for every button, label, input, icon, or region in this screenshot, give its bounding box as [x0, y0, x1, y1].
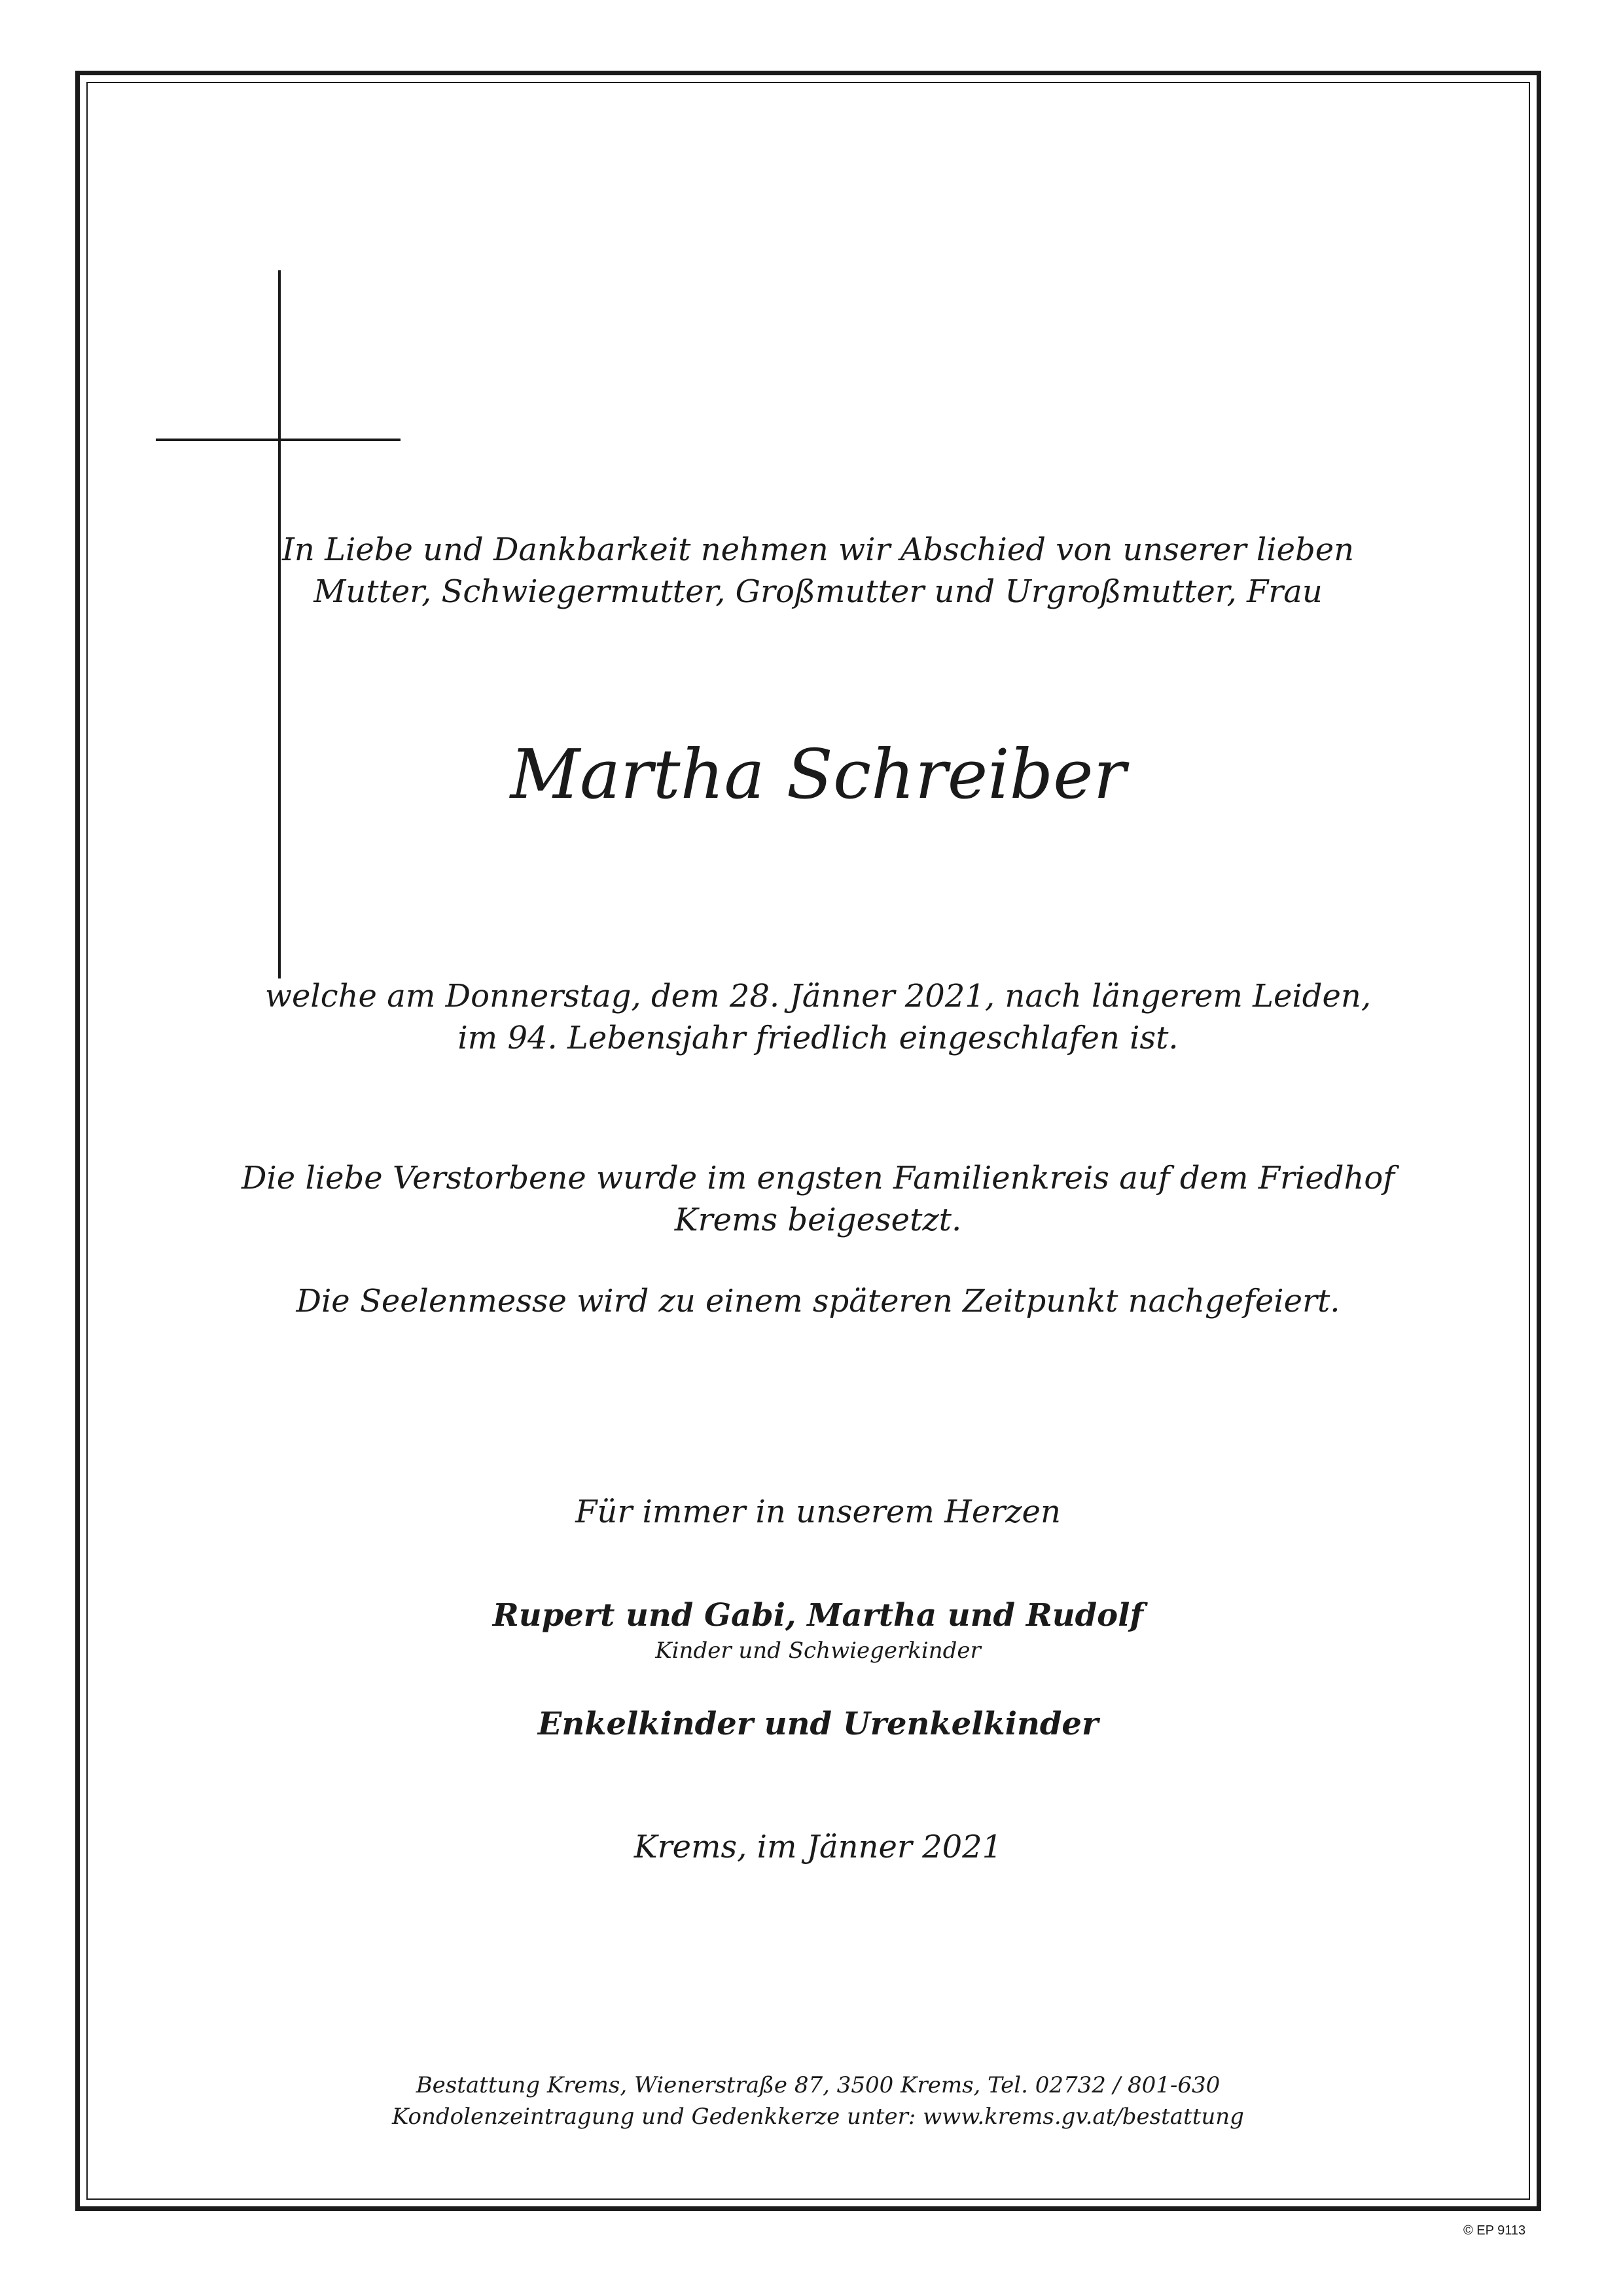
death-details-line: im 94. Lebensjahr friedlich eingeschlafen ist.	[457, 1020, 1179, 1056]
intro-text	[196, 529, 1440, 613]
burial-line: Die liebe Verstorbene wurde im engsten Familienkreis auf dem Friedhof	[241, 1160, 1395, 1196]
place-date	[196, 1826, 1440, 1868]
forever-text	[196, 1491, 1440, 1533]
death-details	[196, 975, 1440, 1059]
cross-icon-crossbar	[156, 439, 401, 441]
inner-frame-border	[86, 82, 1530, 2200]
mourners-names: Rupert und Gabi, Martha und Rudolf	[492, 1597, 1144, 1634]
mourners-grandchildren	[196, 1704, 1440, 1744]
mourners-children-relation	[196, 1636, 1440, 1665]
deceased-name	[196, 732, 1440, 817]
burial-line: Krems beigesetzt.	[674, 1202, 962, 1238]
cross-icon	[278, 270, 281, 978]
mourners-children	[196, 1596, 1440, 1635]
mourners-names: Enkelkinder und Urenkelkinder	[537, 1706, 1099, 1742]
death-details-line: welche am Donnerstag, dem 28. Jänner 2021, nach längerem Leiden,	[264, 978, 1372, 1014]
mourners-relation: Kinder und Schwiegerkinder	[655, 1638, 981, 1664]
intro-line: Mutter, Schwiegermutter, Großmutter und Urgroßmutter, Frau	[313, 573, 1323, 610]
footer-condolence-line: Kondolenzeintragung und Gedenkkerze unter: www.krems.gv.at/bestattung	[392, 2104, 1244, 2130]
intro-line: In Liebe und Dankbarkeit nehmen wir Abschied von unserer lieben	[281, 531, 1355, 568]
place-date-line: Krems, im Jänner 2021	[633, 1829, 1003, 1865]
deceased-name-text: Martha Schreiber	[510, 734, 1126, 814]
footer-address-line: Bestattung Krems, Wienerstraße 87, 3500 Krems, Tel. 02732 / 801-630	[416, 2072, 1221, 2098]
print-code: © EP 9113	[1463, 2223, 1526, 2238]
forever-line: Für immer in unserem Herzen	[575, 1494, 1061, 1530]
funeral-home-footer	[196, 2070, 1440, 2132]
mass-line: Die Seelenmesse wird zu einem späteren Zeitpunkt nachgefeiert.	[296, 1283, 1340, 1319]
burial-text	[196, 1157, 1440, 1241]
mass-text	[196, 1280, 1440, 1322]
